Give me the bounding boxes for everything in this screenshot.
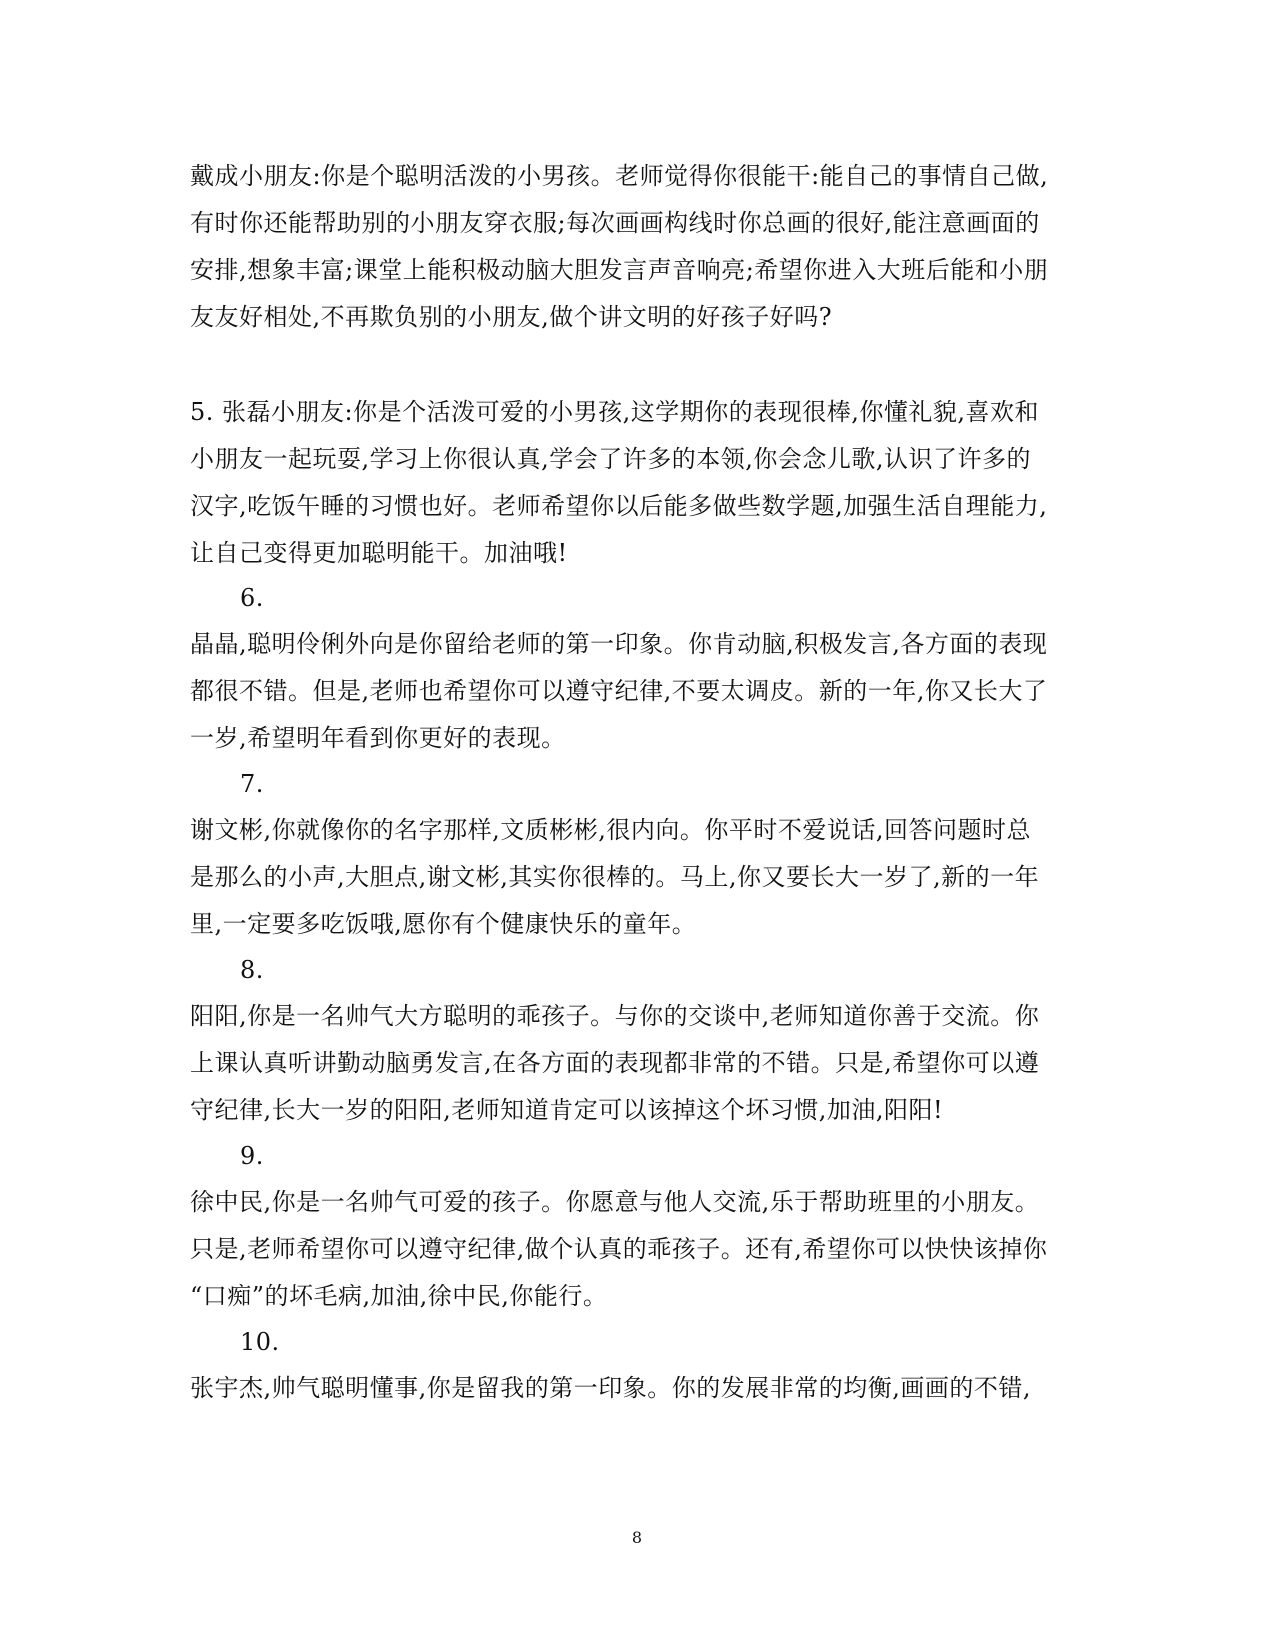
item-number: 9. (240, 1142, 264, 1170)
text-line: 5. 张磊小朋友:你是个活泼可爱的小男孩,这学期你的表现很棒,你懂礼貌,喜欢和 (190, 398, 1039, 426)
text-line: 张宇杰,帅气聪明懂事,你是留我的第一印象。你的发展非常的均衡,画画的不错, (190, 1374, 1032, 1402)
text-line: 徐中民,你是一名帅气可爱的孩子。你愿意与他人交流,乐于帮助班里的小朋友。 (190, 1188, 1040, 1216)
text-line: 友友好相处,不再欺负别的小朋友,做个讲文明的好孩子好吗? (190, 303, 833, 331)
text-line: 戴成小朋友:你是个聪明活泼的小男孩。老师觉得你很能干:能自己的事情自己做, (190, 162, 1049, 190)
item-number: 7. (240, 770, 264, 798)
text-line: 是那么的小声,大胆点,谢文彬,其实你很棒的。马上,你又要长大一岁了,新的一年 (190, 863, 1040, 891)
text-line: “口痴”的坏毛病,加油,徐中民,你能行。 (190, 1282, 608, 1310)
text-line: 守纪律,长大一岁的阳阳,老师知道肯定可以该掉这个坏习惯,加油,阳阳! (190, 1096, 944, 1124)
item-number: 10. (240, 1328, 280, 1356)
text-line: 汉字,吃饭午睡的习惯也好。老师希望你以后能多做些数学题,加强生活自理能力, (190, 492, 1048, 520)
text-line: 谢文彬,你就像你的名字那样,文质彬彬,很内向。你平时不爱说话,回答问题时总 (190, 816, 1032, 844)
text-line: 里,一定要多吃饭哦,愿你有个健康快乐的童年。 (190, 910, 697, 938)
text-line: 有时你还能帮助别的小朋友穿衣服;每次画画构线时你总画的很好,能注意画面的 (190, 209, 1040, 237)
text-line: 阳阳,你是一名帅气大方聪明的乖孩子。与你的交谈中,老师知道你善于交流。你 (190, 1002, 1040, 1030)
text-line: 都很不错。但是,老师也希望你可以遵守纪律,不要太调皮。新的一年,你又长大了 (190, 677, 1048, 705)
text-line: 一岁,希望明年看到你更好的表现。 (190, 724, 566, 752)
item-number: 8. (240, 956, 264, 984)
text-line: 让自己变得更加聪明能干。加油哦! (190, 539, 568, 567)
item-number: 6. (240, 584, 264, 612)
text-line: 安排,想象丰富;课堂上能积极动脑大胆发言声音响亮;希望你进入大班后能和小朋 (190, 256, 1049, 284)
page-number: 8 (631, 1528, 643, 1547)
text-line: 只是,老师希望你可以遵守纪律,做个认真的乖孩子。还有,希望你可以快快该掉你 (190, 1235, 1048, 1263)
text-line: 上课认真听讲勤动脑勇发言,在各方面的表现都非常的不错。只是,希望你可以遵 (190, 1049, 1040, 1077)
text-line: 小朋友一起玩耍,学习上你很认真,学会了许多的本领,你会念儿歌,认识了许多的 (190, 445, 1032, 473)
text-line: 晶晶,聪明伶俐外向是你留给老师的第一印象。你肯动脑,积极发言,各方面的表现 (190, 630, 1048, 658)
